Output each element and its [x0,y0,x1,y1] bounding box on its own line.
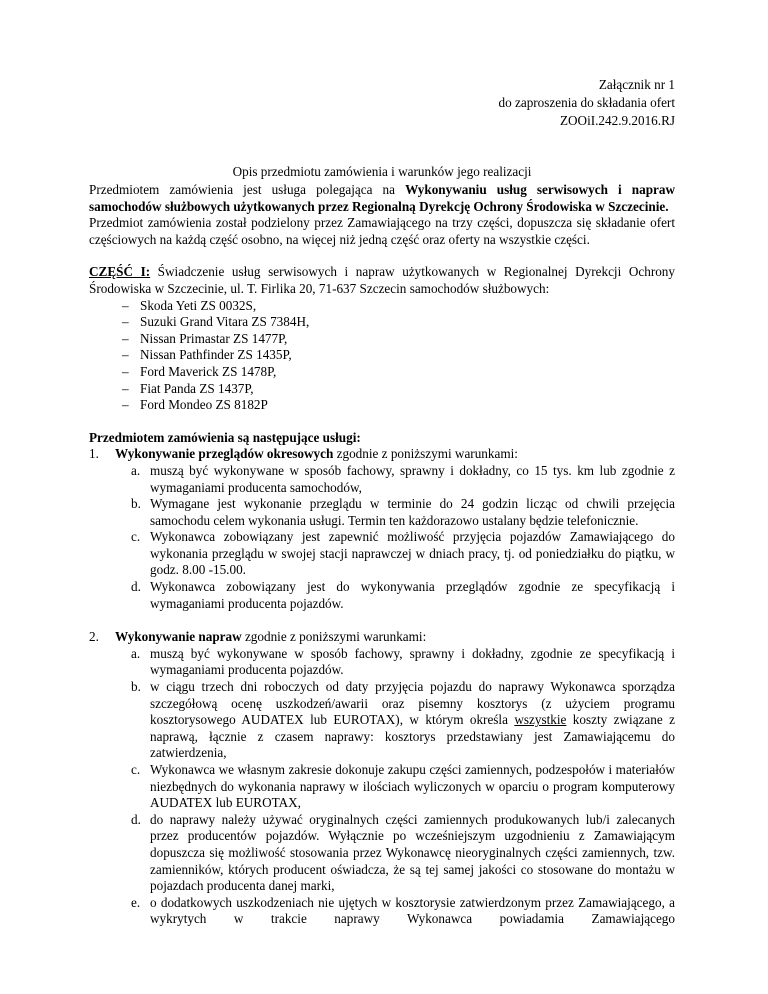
intro-subject: Wykonywaniu usług serwisowych i napraw samochodów służbowych użytkowanych przez Regionalną Dyrekcję Ochrony Środowiska w Szczecinie. [89,182,676,214]
list-item: a. muszą być wykonywane w sposób fachowy, sprawny i dokładny, co 15 tys. km lub zgodnie z wymaganiami producenta samochodów, [131,462,675,495]
intro-paragraph: Przedmiotem zamówienia jest usługa polegająca na Wykonywaniu usług serwisowych i napraw samochodów służbowych użytkowanych przez Regionalną Dyrekcję Ochrony Środowiska w Szczecinie. [89,182,676,214]
list-item: – Nissan Primastar ZS 1477P, [122,331,675,348]
list-item: – Ford Mondeo ZS 8182P [122,397,675,414]
list-item: b. w ciągu trzech dni roboczych od daty przyjęcia pojazdu do naprawy Wykonawca sporządza szczegółową ocenę uszkodzeń/awarii oraz pisemny kosztorys (z użyciem programu kosztorysowego AUDATEX lub EUROTAX), w którym określa wszystkie koszty związane z naprawą, łącznie z czasem naprawy: kosztorys przedstawiany jest Zamawiającemu do zatwierdzenia, [131,679,675,761]
repair-conditions [115,646,675,928]
list-item: – Ford Maverick ZS 1478P, [122,364,675,381]
list-item: c. Wykonawca zobowiązany jest zapewnić możliwość przyjęcia pojazdów Zamawiającego do wykonania przeglądu w swojej stacji naprawczej w dniach pracy, tj. od poniedziałku do piątku, w godz. 8.00 -15.00. [131,529,675,578]
list-item: b. Wymagane jest wykonanie przeglądu w terminie do 24 godzin licząc od chwili przejęcia samochodu celem wykonania usługi. Termin ten każdorazowo ustalany będzie telefonicznie. [131,496,675,528]
services-heading: Przedmiotem zamówienia są następujące usługi: [89,429,361,445]
services-list [89,446,675,928]
service-item-repairs: 2. Wykonywanie napraw zgodnie z poniższymi warunkami: a. muszą być wykonywane w sposób fachowy, sprawny i dokładny, zgodnie ze specyfikacją i wymaganiami producenta pojazdów. b. w ciągu trzech dni roboczych od daty przyjęcia pojazdu do naprawy Wykonawca sporządza szczegółową ocenę uszkodzeń/awarii oraz pisemny kosztorys (z użyciem programu kosztorysowego AUDATEX lub EUROTAX), w którym określa wszystkie koszty związane z naprawą, łącznie z czasem naprawy: kosztorys przedstawiany jest Zamawiającemu do zatwierdzenia, c. Wykonawca we własnym zakresie dokonuje zakupu części zamiennych, podzespołów i materiałów niezbędnych do wykonania naprawy w ilościach wyliczonych w oparciu o program komputerowy AUDATEX lub EUROTAX, d. do naprawy należy używać oryginalnych części zamiennych produkowanych lub/i zalecanych przez producentów pojazdów. Wyłącznie po wcześniejszym uzgodnieniu z Zamawiającym dopuszcza się możliwość stosowania przez Wykonawcę nieoryginalnych części zamiennych, tzw. zamienników, których producent oświadcza, że są tej samej jakości co stosowane do montażu w pojazdach producenta danej marki, e. o dodatkowych uszkodzeniach nie ujętych w kosztorysie zatwierdzonym przez Zamawiającego, a wykrytych w trakcie naprawy Wykonawca powiadamia Zamawiającego [89,629,675,927]
document-body [89,182,675,928]
list-item: e. o dodatkowych uszkodzeniach nie ujętych w kosztorysie zatwierdzonym przez Zamawiającego, a wykrytych w trakcie naprawy Wykonawca powiadamia Zamawiającego [131,894,675,927]
list-item: – Fiat Panda ZS 1437P, [122,381,675,398]
document-title: Opis przedmiotu zamówienia i warunków jego realizacji [232,164,532,179]
list-item: a. muszą być wykonywane w sposób fachowy, sprawny i dokładny, zgodnie ze specyfikacją i wymaganiami producenta pojazdów. [131,645,675,678]
section-1-paragraph: CZĘŚĆ I: Świadczenie usług serwisowych i napraw użytkowanych w Regionalnej Dyrekcji Ochrony Środowiska w Szczecinie, ul. T. Firlika 20, 71-637 Szczecin samochodów służbowych: [89,264,675,296]
list-item: d. do naprawy należy używać oryginalnych części zamiennych produkowanych lub/i zalecanych przez producentów pojazdów. Wyłącznie po wcześniejszym uzgodnieniu z Zamawiającym dopuszcza się możliwość stosowania przez Wykonawcę nieoryginalnych części zamiennych, tzw. zamienników, których producent oświadcza, że są tej samej jakości co stosowane do montażu w pojazdach producenta danej marki, [131,811,675,894]
section-1-label: CZĘŚĆ I: [89,264,151,280]
spacer [89,612,675,629]
attachment-description: do zaproszenia do składania ofert [498,95,675,110]
list-item: c. Wykonawca we własnym zakresie dokonuje zakupu części zamiennych, podzespołów i materiałów niezbędnych do wykonania naprawy w ilościach wyliczonych w oparciu o program komputerowy AUDATEX lub EUROTAX, [131,762,675,811]
list-item: – Skoda Yeti ZS 0032S, [122,298,675,315]
intro-parts-paragraph: Przedmiot zamówienia został podzielony przez Zamawiającego na trzy części, dopuszcza się składanie ofert częściowych na każdą część osobno, na więcej niż jedną część oraz oferty na wszystkie części. [89,215,675,247]
underlined-word: wszystkie [514,712,567,728]
list-item: d. Wykonawca zobowiązany jest do wykonywania przeglądów zgodnie ze specyfikacją i wymaganiami producenta pojazdów. [131,579,675,611]
inspection-conditions [115,463,675,612]
attachment-number: Załącznik nr 1 [598,77,675,92]
reference-number: ZOOiI.242.9.2016.RJ [559,113,675,128]
list-item: – Suzuki Grand Vitara ZS 7384H, [122,314,675,331]
document-header [499,76,676,130]
service-item-inspections: 1. Wykonywanie przeglądów okresowych zgodnie z poniższymi warunkami: a. muszą być wykonywane w sposób fachowy, sprawny i dokładny, co 15 tys. km lub zgodnie z wymaganiami producenta samochodów, b. Wymagane jest wykonanie przeglądu w terminie do 24 godzin licząc od chwili przejęcia samochodu celem wykonania usługi. Termin ten każdorazowo ustalany będzie telefonicznie. c. Wykonawca zobowiązany jest zapewnić możliwość przyjęcia pojazdów Zamawiającego do wykonania przeglądu w swojej stacji naprawczej w dniach pracy, tj. od poniedziałku do piątku, w godz. 8.00 -15.00. d. Wykonawca zobowiązany jest do wykonywania przeglądów zgodnie ze specyfikacją i wymaganiami producenta pojazdów. [89,446,675,611]
car-list [89,298,675,414]
list-item: – Nissan Pathfinder ZS 1435P, [122,347,675,364]
